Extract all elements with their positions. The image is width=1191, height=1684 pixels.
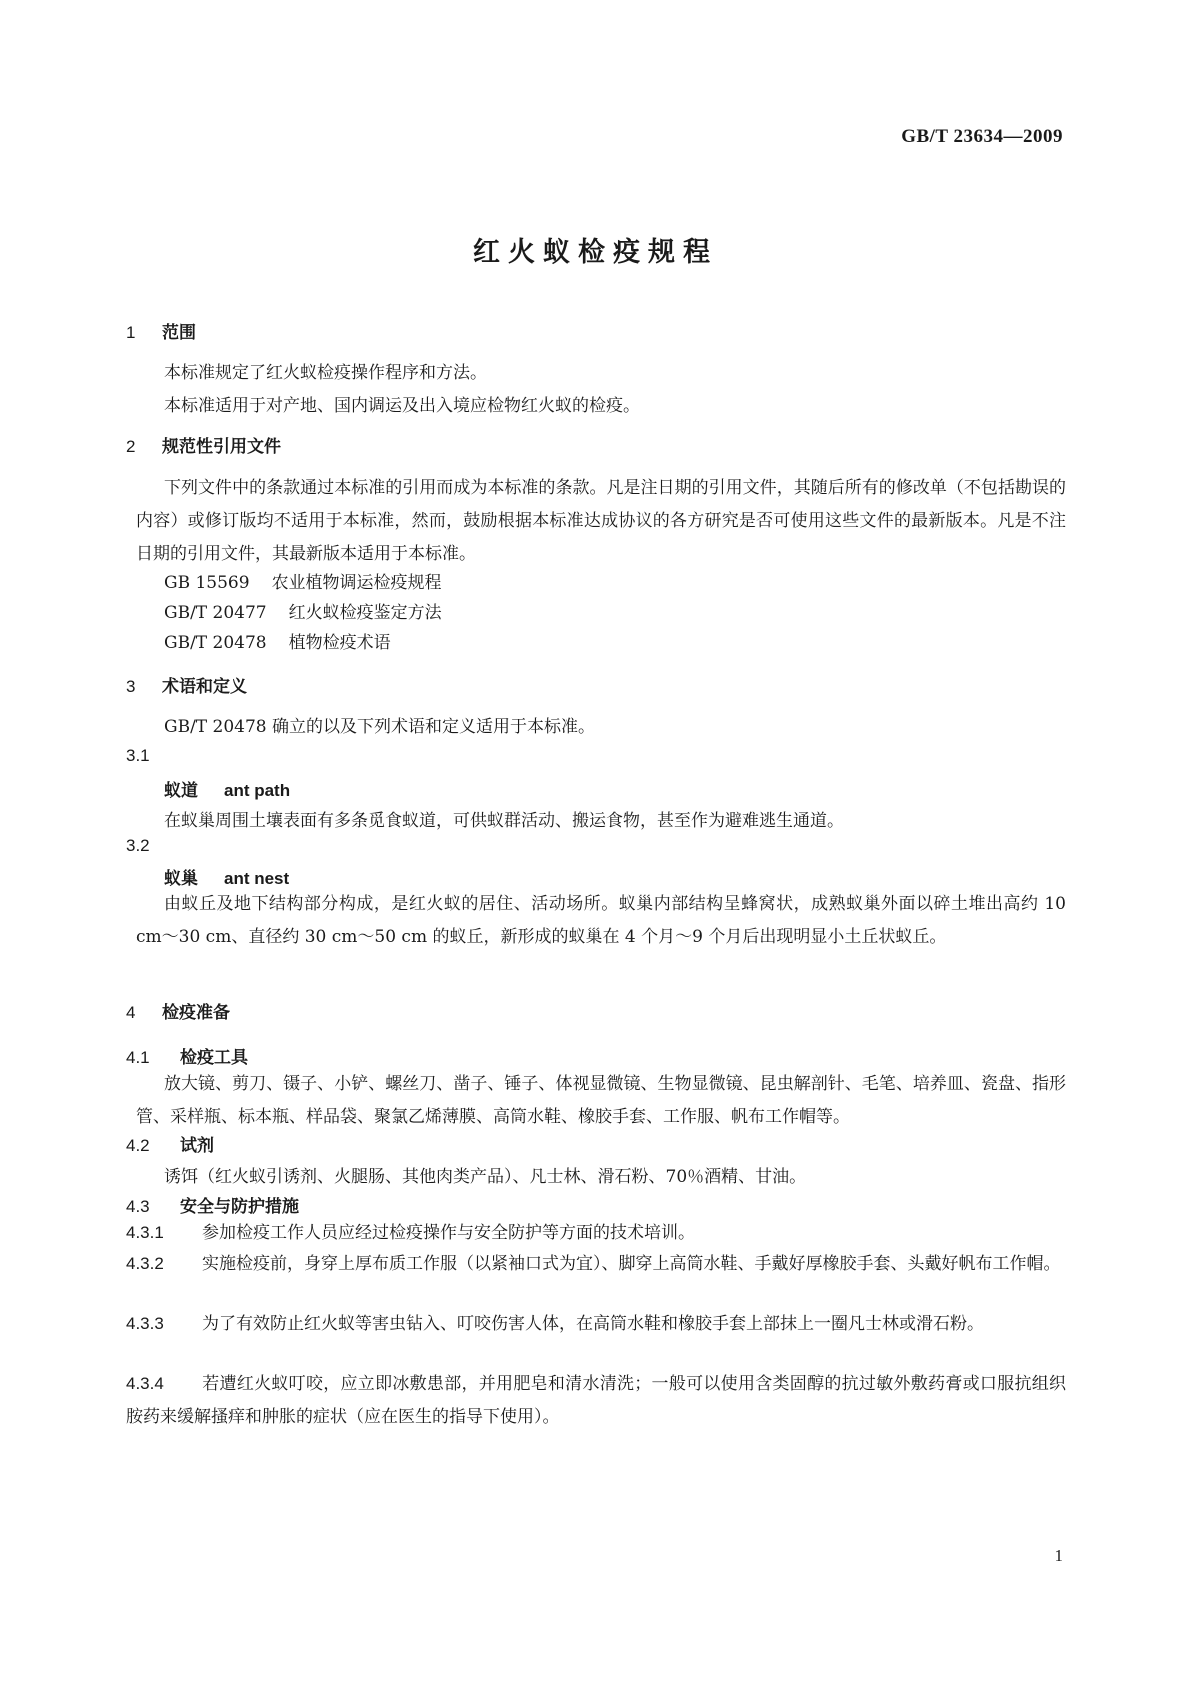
term-definition: 在蚁巢周围土壤表面有多条觅食蚁道，可供蚁群活动、搬运食物，甚至作为避难逃生通道。 [164, 811, 844, 831]
subsection-4-2-heading [126, 1131, 214, 1156]
clause-text: 若遭红火蚁叮咬，应立即冰敷患部，并用肥皂和清水清洗；一般可以使用含类固醇的抗过敏外敷药膏或口服抗组织胺药来缓解搔痒和肿胀的症状（应在医生的指导下使用）。 [126, 1374, 1066, 1427]
clause-text: 实施检疫前，身穿上厚布质工作服（以紧袖口式为宜）、脚穿上高筒水鞋、手戴好厚橡胶手套、头戴好帆布工作帽。 [202, 1254, 1061, 1274]
subsection-number: 4.3 [126, 1197, 150, 1216]
section-4-heading [126, 998, 230, 1023]
paragraph: 下列文件中的条款通过本标准的引用而成为本标准的条款。凡是注日期的引用文件，其随后所有的修改单（不包括勘误的内容）或修订版均不适用于本标准，然而，鼓励根据本标准达成协议的各方研究是否可使用这些文件的最新版本。凡是不注日期的引用文件，其最新版本适用于本标准。 [136, 478, 1066, 564]
reference-code: GB/T 20478 [164, 633, 267, 653]
reference-name: 农业植物调运检疫规程 [271, 573, 442, 593]
reference-item [164, 598, 442, 623]
clause [126, 1247, 1066, 1281]
clause-text: 参加检疫工作人员应经过检疫操作与安全防护等方面的技术培训。 [202, 1223, 695, 1243]
section-3-heading [126, 672, 247, 697]
term-zh: 蚁巢 [164, 869, 198, 889]
section-title: 检疫准备 [162, 1003, 230, 1023]
term-number: 3.1 [126, 746, 150, 765]
subsection-4-1-heading [126, 1043, 248, 1068]
clause-number: 4.3.1 [126, 1223, 164, 1242]
clause [126, 1307, 1066, 1341]
clause-number: 4.3.2 [126, 1254, 164, 1273]
paragraph: 诱饵（红火蚁引诱剂、火腿肠、其他肉类产品）、凡士林、滑石粉、70％酒精、甘油。 [164, 1167, 807, 1187]
term-definition: 由蚁丘及地下结构部分构成，是红火蚁的居住、活动场所。蚁巢内部结构呈蜂窝状，成熟蚁巢外面以碎土堆出高约 10 cm～30 cm、直径约 30 cm～50 cm 的蚁丘，新形成的蚁巢在 4 个月～9 个月后出现明显小土丘状蚁丘。 [136, 894, 1066, 947]
standard-number: GB/T 23634—2009 [901, 126, 1063, 147]
section-title: 规范性引用文件 [162, 437, 281, 457]
clause-number: 4.3.3 [126, 1314, 164, 1333]
term-number: 3.2 [126, 836, 150, 855]
section-number: 4 [126, 1003, 136, 1022]
paragraph: GB/T 20478 确立的以及下列术语和定义适用于本标准。 [164, 717, 596, 737]
subsection-number: 4.1 [126, 1048, 150, 1067]
reference-item [164, 568, 442, 593]
term-zh: 蚁道 [164, 781, 198, 801]
paragraph: 本标准规定了红火蚁检疫操作程序和方法。 [164, 363, 487, 383]
reference-name: 红火蚁检疫鉴定方法 [288, 603, 442, 623]
section-number: 2 [126, 437, 136, 456]
paragraph: 放大镜、剪刀、镊子、小铲、螺丝刀、凿子、锤子、体视显微镜、生物显微镜、昆虫解剖针、毛笔、培养皿、瓷盘、指形管、采样瓶、标本瓶、样品袋、聚氯乙烯薄膜、高筒水鞋、橡胶手套、工作服、帆布工作帽等。 [136, 1074, 1066, 1127]
reference-code: GB/T 20477 [164, 603, 267, 623]
page-number: 1 [1054, 1546, 1063, 1565]
document-title: 红火蚁检疫规程 [473, 237, 718, 268]
subsection-number: 4.2 [126, 1136, 150, 1155]
clause-text: 为了有效防止红火蚁等害虫钻入、叮咬伤害人体，在高筒水鞋和橡胶手套上部抹上一圈凡士林或滑石粉。 [202, 1314, 984, 1334]
reference-name: 植物检疫术语 [288, 633, 391, 653]
clause [126, 1216, 1066, 1250]
subsection-title: 检疫工具 [180, 1048, 248, 1068]
paragraph: 本标准适用于对产地、国内调运及出入境应检物红火蚁的检疫。 [164, 396, 640, 416]
section-2-heading [126, 432, 281, 457]
section-title: 术语和定义 [162, 677, 247, 697]
term-heading [164, 864, 289, 889]
subsection-4-3-heading [126, 1192, 299, 1217]
clause-number: 4.3.4 [126, 1374, 164, 1393]
clause [126, 1367, 1066, 1434]
term-en: ant path [224, 781, 291, 800]
section-title: 范围 [162, 323, 196, 343]
subsection-title: 安全与防护措施 [180, 1197, 299, 1217]
reference-item [164, 628, 391, 653]
subsection-title: 试剂 [180, 1136, 214, 1156]
term-heading [164, 776, 290, 801]
term-en: ant nest [224, 869, 290, 888]
reference-code: GB 15569 [164, 573, 250, 593]
section-number: 1 [126, 323, 136, 342]
section-number: 3 [126, 677, 136, 696]
section-1-heading [126, 318, 196, 343]
